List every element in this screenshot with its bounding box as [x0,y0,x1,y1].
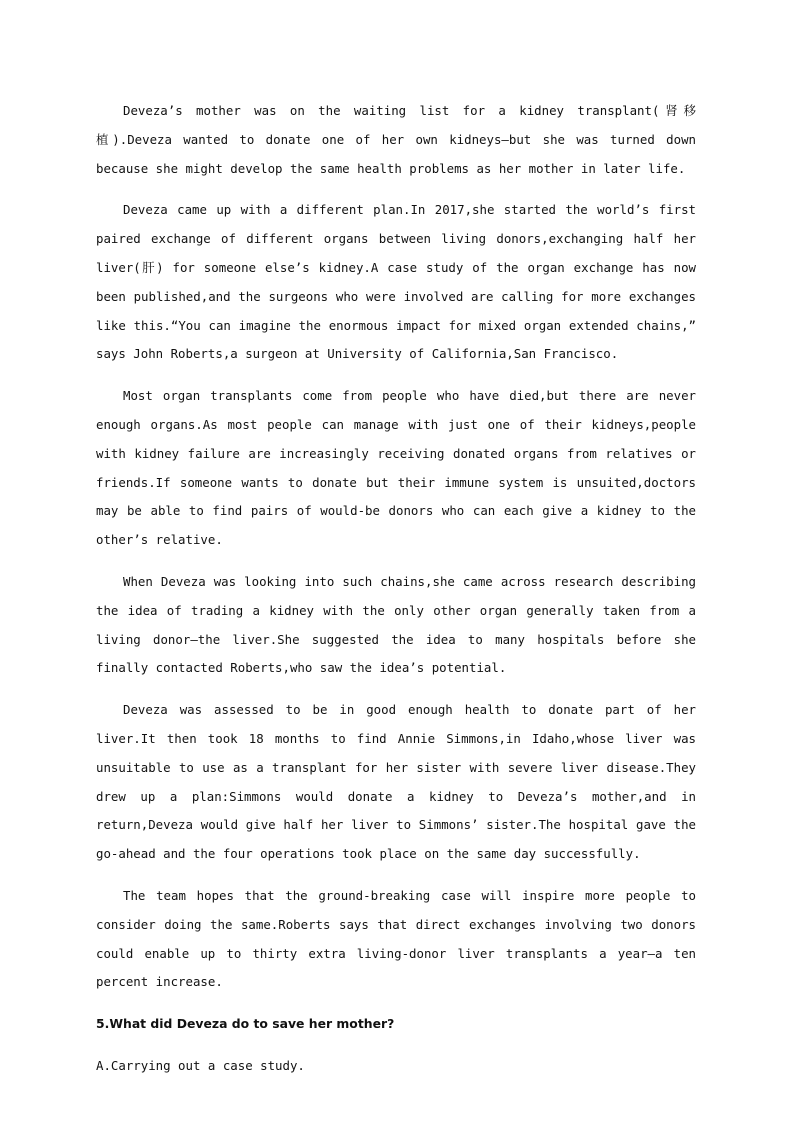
question-text: 5.What did Deveza do to save her mother? [96,1016,395,1032]
paragraph-1: Deveza’s mother was on the waiting list for a kidney transplant(肾移植).Deveza wanted to donate one of her own kidneys—but she was turned down because she might develop the same health problems as her mother in later life. [96,103,696,176]
answer-option-a: A.Carrying out a case study. [96,1057,305,1073]
passage-content [96,97,696,1081]
paragraph-5: Deveza was assessed to be in good enough health to donate part of her liver.It then took 18 months to find Annie Simmons,in Idaho,whose liver was unsuitable to use as a transplant for her sister with severe liver disease.They drew up a plan:Simmons would donate a kidney to Deveza’s mother,and in return,Deveza would give half her liver to Simmons’ sister.The hospital gave the go-ahead and the four operations took place on the same day successfully. [96,702,696,862]
paragraph-6: The team hopes that the ground-breaking case will inspire more people to consider doing the same.Roberts says that direct exchanges involving two donors could enable up to thirty extra living-donor liver transplants a year—a ten percent increase. [96,887,696,990]
paragraph-2: Deveza came up with a different plan.In 2017,she started the world’s first paired exchange of different organs between living donors,exchanging half her liver(肝) for someone else’s kidney.A case study of the organ exchange has now been published,and the surgeons who were involved are calling for more exchanges like this.“You can imagine the enormous impact for mixed organ extended chains,” says John Roberts,a surgeon at University of California,San Francisco. [96,202,696,362]
paragraph-4: When Deveza was looking into such chains,she came across research describing the idea of trading a kidney with the only other organ generally taken from a living donor—the liver.She suggested the idea to many hospitals before she finally contacted Roberts,who saw the idea’s potential. [96,573,696,676]
paragraph-3: Most organ transplants come from people who have died,but there are never enough organs.As most people can manage with just one of their kidneys,people with kidney failure are increasingly receiving donated organs from relatives or friends.If someone wants to donate but their immune system is unsuited,doctors may be able to find pairs of would-be donors who can each give a kidney to the other’s relative. [96,388,696,548]
